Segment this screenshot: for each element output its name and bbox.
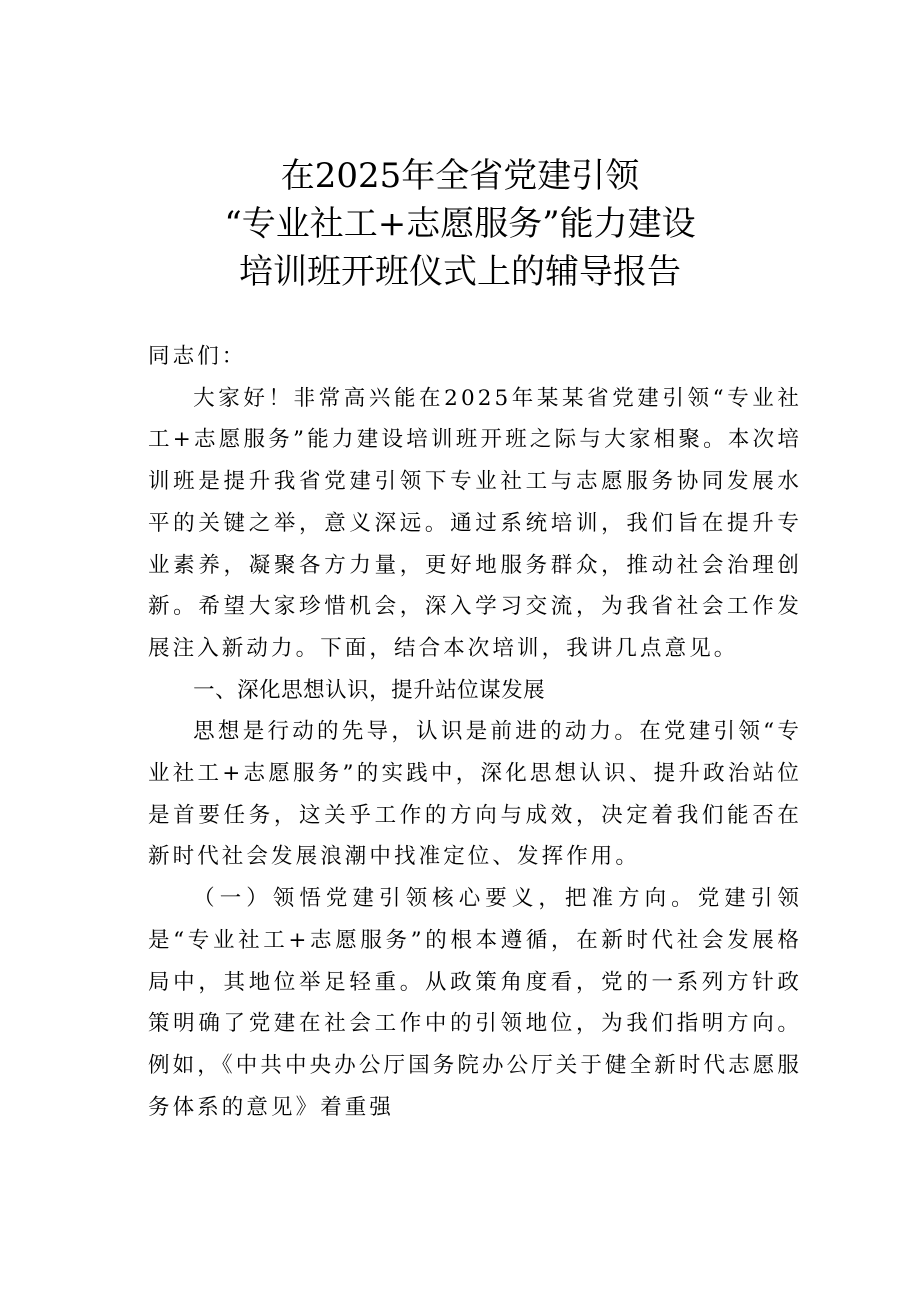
document-title: [0, 152, 920, 296]
title-line: 在2025年全省党建引领: [280, 156, 640, 196]
title-line: 培训班开班仪式上的辅导报告: [239, 252, 681, 292]
paragraph-opening: 大家好！非常高兴能在2025年某某省党建引领“专业社工+志愿服务”能力建设培训班开班之际与大家相聚。本次培训班是提升我省党建引领下专业社工与志愿服务协同发展水平的关键之举，意义深远。通过系统培训，我们旨在提升专业素养，凝聚各方力量，更好地服务群众，推动社会治理创新。希望大家珍惜机会，深入学习交流，为我省社会工作发展注入新动力。下面，结合本次培训，我讲几点意见。: [148, 385, 802, 661]
paragraph-subsection-one: （一）领悟党建引领核心要义，把准方向。党建引领是“专业社工+志愿服务”的根本遵循，在新时代社会发展格局中，其地位举足轻重。从政策角度看，党的一系列方针政策明确了党建在社会工作中的引领地位，为我们指明方向。例如，《中共中央办公厅国务院办公厅关于健全新时代志愿服务体系的意见》着重强: [148, 886, 802, 1120]
document-body: [148, 336, 802, 1128]
title-line: “专业社工+志愿服务”能力建设: [224, 204, 696, 244]
paragraph-section-intro: 思想是行动的先导，认识是前进的动力。在党建引领“专业社工+志愿服务”的实践中，深化思想认识、提升政治站位是首要任务，这关乎工作的方向与成效，决定着我们能否在新时代社会发展浪潮中找准定位、发挥作用。: [148, 719, 802, 870]
salutation: 同志们：: [148, 344, 247, 369]
section-heading: 一、深化思想认识，提升站位谋发展: [193, 677, 546, 703]
